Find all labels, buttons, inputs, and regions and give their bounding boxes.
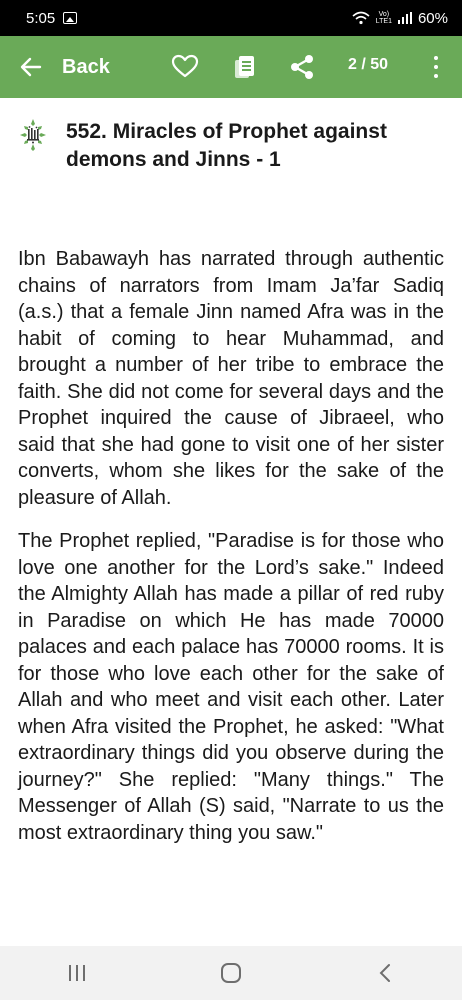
recent-apps-button[interactable]	[47, 953, 107, 993]
article-paragraph: Ibn Babawayh has narrated through authentic chains of narrators from Imam Ja’far Sadiq (a.s.) that a female Jinn named Afra was in the habit of coming to hear Muhammad, and brought a number of her tribe to embrace the faith. She did not come for several days and the Prophet inquired the cause of Jibraeel, who said that she had gone to visit one of her sister converts, whom she likes for the sake of the pleasure of Allah.	[18, 248, 444, 509]
signal-icon	[398, 12, 412, 24]
system-navigation-bar	[0, 946, 462, 1000]
share-icon[interactable]	[288, 53, 316, 81]
chevron-left-icon	[378, 963, 392, 983]
wifi-icon	[352, 11, 370, 25]
more-vertical-icon[interactable]	[428, 54, 444, 80]
volte-bottom: LTE1	[375, 18, 392, 25]
app-bar	[0, 36, 462, 98]
menu-dot	[434, 74, 438, 78]
status-bar	[0, 0, 462, 36]
article-content	[18, 246, 444, 863]
gallery-notification-icon	[63, 12, 77, 24]
back-nav-button[interactable]	[355, 953, 415, 993]
volte-indicator	[376, 11, 392, 25]
article-title: 552. Miracles of Prophet against demons and Jinns - 1	[66, 120, 387, 171]
menu-dot	[434, 56, 438, 60]
status-right	[352, 10, 448, 27]
page-counter: 2 / 50	[348, 56, 389, 73]
article-paragraph: The Prophet replied, "Paradise is for those who love one another for the Lord’s sake." Indeed the Almighty Allah has made a pillar of red ruby in Paradise on which He has made 70000 palaces and each palace has 70000 rooms. It is for those who love each other for the sake of Allah and who meet and visit each other. Later when Afra visited the Prophet, he asked: "What extraordinary things did you observe during the journey?" She replied: "Many things." The Messenger of Allah (S) said, "Narrate to us the most extraordinary thing you saw."	[18, 530, 444, 844]
back-button[interactable]	[0, 36, 110, 98]
home-button[interactable]	[201, 953, 261, 993]
back-label: Back	[62, 55, 110, 78]
menu-dot	[434, 65, 438, 69]
recent-apps-icon	[67, 964, 87, 982]
heart-outline-icon[interactable]	[171, 53, 199, 81]
article-header	[0, 98, 462, 174]
home-icon	[220, 962, 242, 984]
volte-top: Vo)	[378, 11, 390, 18]
arrow-left-icon	[20, 56, 42, 78]
status-time: 5:05	[26, 9, 56, 27]
battery-percentage: 60%	[417, 9, 448, 27]
arabic-calligraphy-logo-icon	[18, 118, 48, 152]
copy-icon[interactable]	[231, 53, 259, 81]
status-left	[26, 10, 77, 27]
